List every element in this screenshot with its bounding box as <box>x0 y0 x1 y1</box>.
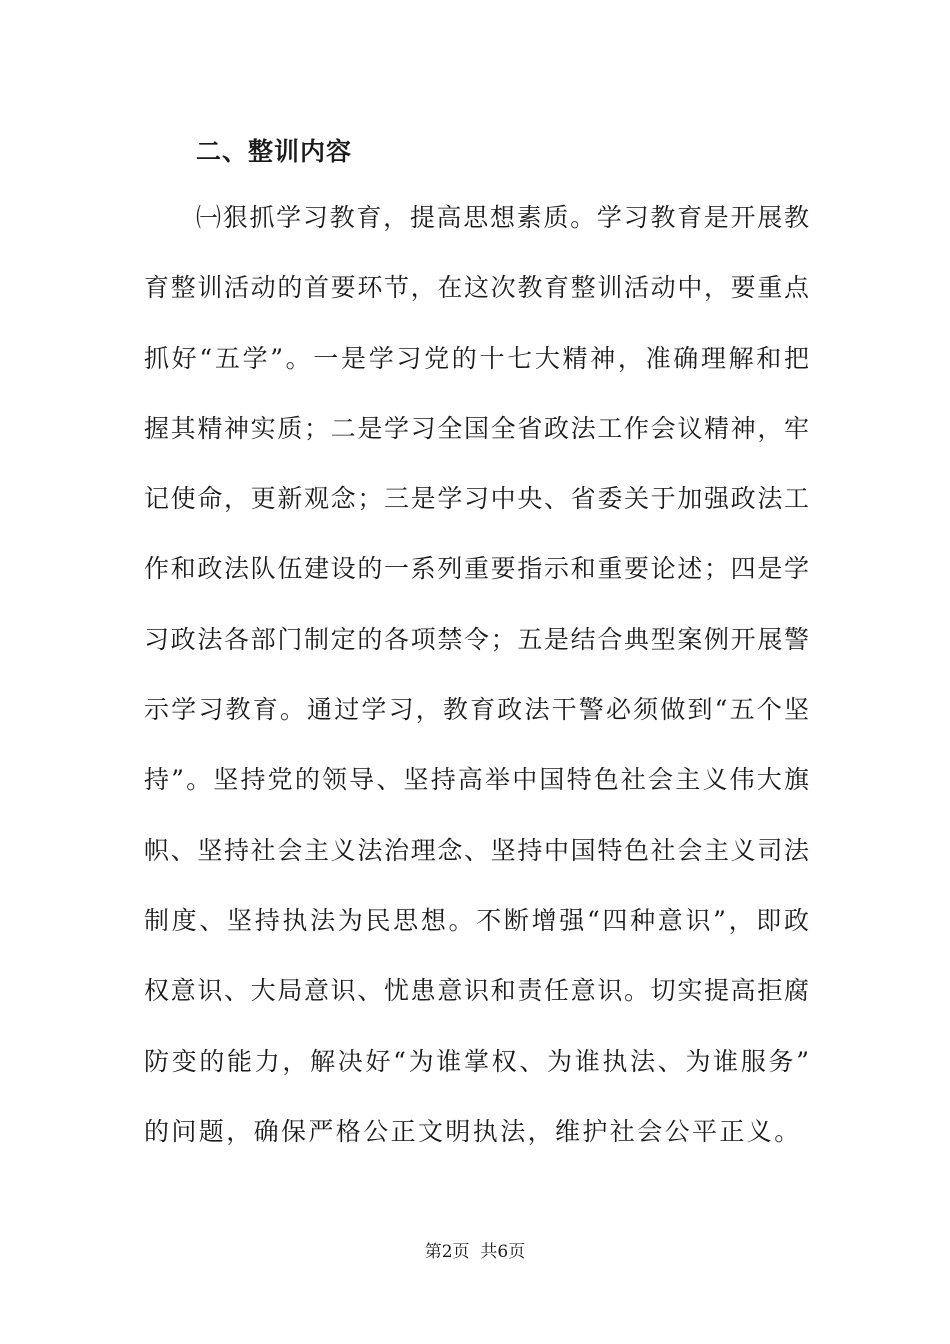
paragraph-line: 作和政法队伍建设的一系列重要指示和重要论述；四是学 <box>144 554 809 584</box>
paragraph-line: 防变的能力，解决好“为谁掌权、为谁执法、为谁服务” <box>144 1046 809 1076</box>
paragraph-line: 抓好“五学”。一是学习党的十七大精神，准确理解和把 <box>144 343 809 373</box>
paragraph-line: 记使命，更新观念；三是学习中央、省委关于加强政法工 <box>144 484 809 514</box>
section-heading: 二、整训内容 <box>196 137 353 166</box>
paragraph-line: 握其精神实质；二是学习全国全省政法工作会议精神，牢 <box>144 413 809 443</box>
paragraph-last-line: 的问题，确保严格公正文明执法，维护社会公平正义。 <box>144 1116 802 1146</box>
paragraph-line: 育整训活动的首要环节，在这次教育整训活动中，要重点 <box>144 273 809 303</box>
paragraph-line: 制度、坚持执法为民思想。不断增强“四种意识”，即政 <box>144 905 809 935</box>
paragraph-line: 习政法各部门制定的各项禁令；五是结合典型案例开展警 <box>144 624 809 654</box>
paragraph-line: 帜、坚持社会主义法治理念、坚持中国特色社会主义司法 <box>144 835 809 865</box>
page-footer: 第2页 共6页 <box>424 1242 526 1262</box>
paragraph-line: 示学习教育。通过学习，教育政法干警必须做到“五个坚 <box>144 695 809 725</box>
paragraph-line: 持”。坚持党的领导、坚持高举中国特色社会主义伟大旗 <box>144 765 809 795</box>
paragraph-line: ㈠狠抓学习教育，提高思想素质。学习教育是开展教 <box>196 203 809 232</box>
paragraph-line: 权意识、大局意识、忧患意识和责任意识。切实提高拒腐 <box>144 976 809 1006</box>
body-paragraph <box>144 196 809 1180</box>
